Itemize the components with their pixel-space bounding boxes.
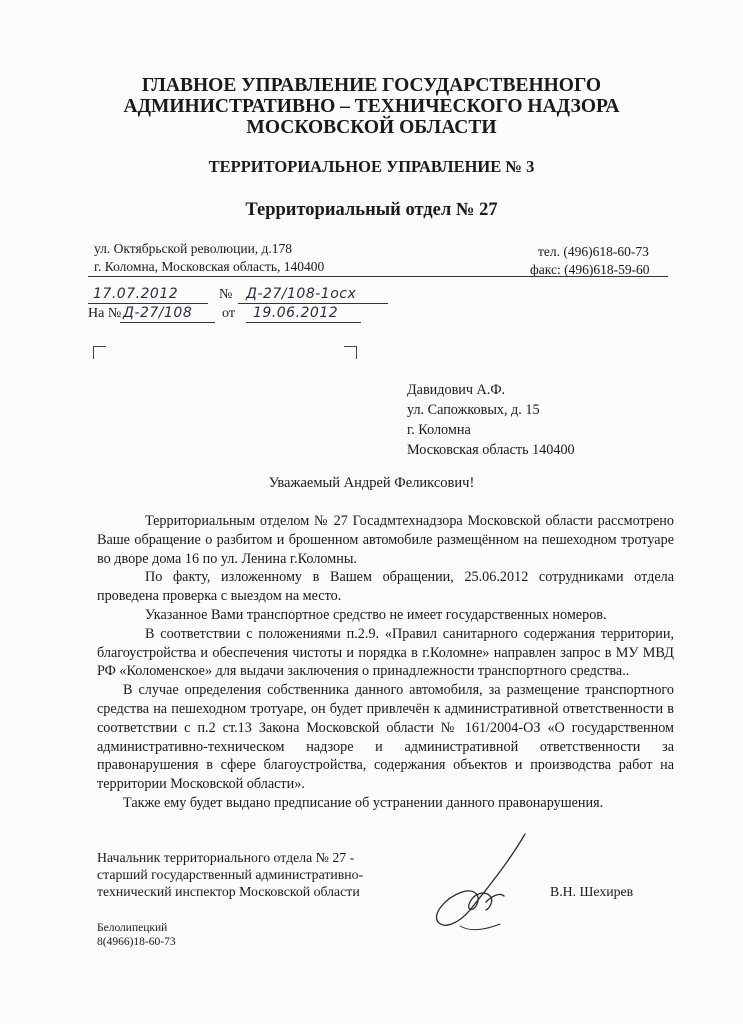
sender-street: ул. Октябрьской революции, д.178 — [94, 241, 293, 256]
territorial-office-title: ТЕРРИТОРИАЛЬНОЕ УПРАВЛЕНИЕ № 3 — [208, 157, 535, 176]
number-label: № — [219, 287, 233, 302]
agency-header-line-2: АДМИНИСТРАТИВНО – ТЕХНИЧЕСКОГО НАДЗОРА — [123, 96, 620, 117]
reference-number: Д-27/108 — [123, 305, 193, 321]
department-title: Территориальный отдел № 27 — [245, 200, 498, 220]
sender-phone: тел. (496)618-60-73 — [538, 244, 649, 259]
letter-number: Д-27/108-1осх — [246, 286, 357, 302]
reference-from-label: от — [222, 306, 235, 321]
header-divider — [88, 276, 668, 277]
body-paragraph-5: В случае определения собственника данного автомобиля, за размещение транспортного средства на пешеходном тротуаре, он будет привлечён к административной ответственности в соответствии с п.2 ст.13 Закона Московской области № 161/2004-ОЗ «О государственном административно-техническом надзоре и административной ответственности за правонарушения в сфере благоустройства, содержания объектов и производства работ на территории Московской области». — [97, 682, 674, 793]
sender-city: г. Коломна, Московская область, 140400 — [94, 259, 325, 274]
greeting: Уважаемый Андрей Феликсович! — [268, 475, 475, 491]
number-underline — [238, 303, 388, 304]
date-underline — [88, 303, 208, 304]
reference-date: 19.06.2012 — [253, 305, 339, 321]
recipient-street: ул. Сапожковых, д. 15 — [407, 402, 540, 418]
signatory-title-line-1: Начальник территориального отдела № 27 - — [97, 850, 355, 865]
window-corner-left — [93, 346, 106, 359]
body-paragraph-2: По факту, изложенному в Вашем обращении, 25.06.2012 сотрудниками отдела проведена проверка с выездом на место. — [97, 569, 674, 605]
executor-name: Белолипецкий — [97, 922, 168, 934]
handwritten-signature — [430, 830, 540, 940]
body-paragraph-3: Указанное Вами транспортное средство не имеет государственных номеров. — [145, 606, 607, 623]
reference-underline — [120, 322, 215, 323]
body-paragraph-6: Также ему будет выдано предписание об устранении данного правонарушения. — [123, 794, 604, 811]
signatory-title-line-2: старший государственный административно- — [97, 867, 364, 882]
recipient-region: Московская область 140400 — [407, 442, 575, 458]
executor-phone: 8(4966)18-60-73 — [97, 936, 176, 948]
reference-label: На № — [88, 306, 122, 321]
reference-date-underline — [246, 322, 361, 323]
window-corner-right — [344, 346, 357, 359]
agency-header-line-3: МОСКОВСКОЙ ОБЛАСТИ — [246, 117, 497, 138]
signatory-title-line-3: технический инспектор Московской области — [97, 884, 360, 899]
recipient-city: г. Коломна — [407, 422, 471, 438]
letter-date: 17.07.2012 — [93, 286, 179, 302]
signatory-name: В.Н. Шехирев — [550, 884, 634, 899]
body-paragraph-1: Территориальным отделом № 27 Госадмтехнадзора Московской области рассмотрено Ваше обращение о разбитом и брошенном автомобиле размещённом на пешеходном тротуаре во дворе дома 16 по ул. Ленина г.Коломны. — [97, 513, 674, 567]
agency-header — [0, 75, 743, 138]
body-paragraph-4: В соответствии с положениями п.2.9. «Правил санитарного содержания территории, благоустройства и обеспечения чистоты и порядка в г.Коломне» направлен запрос в МУ МВД РФ «Коломенское» для выдачи заключения о принадлежности транспортного средства.. — [97, 625, 674, 680]
sender-fax: факс: (496)618-59-60 — [530, 262, 650, 277]
letter-body — [97, 512, 674, 813]
recipient-name: Давидович А.Ф. — [407, 382, 506, 398]
agency-header-line-1: ГЛАВНОЕ УПРАВЛЕНИЕ ГОСУДАРСТВЕННОГО — [141, 75, 602, 96]
